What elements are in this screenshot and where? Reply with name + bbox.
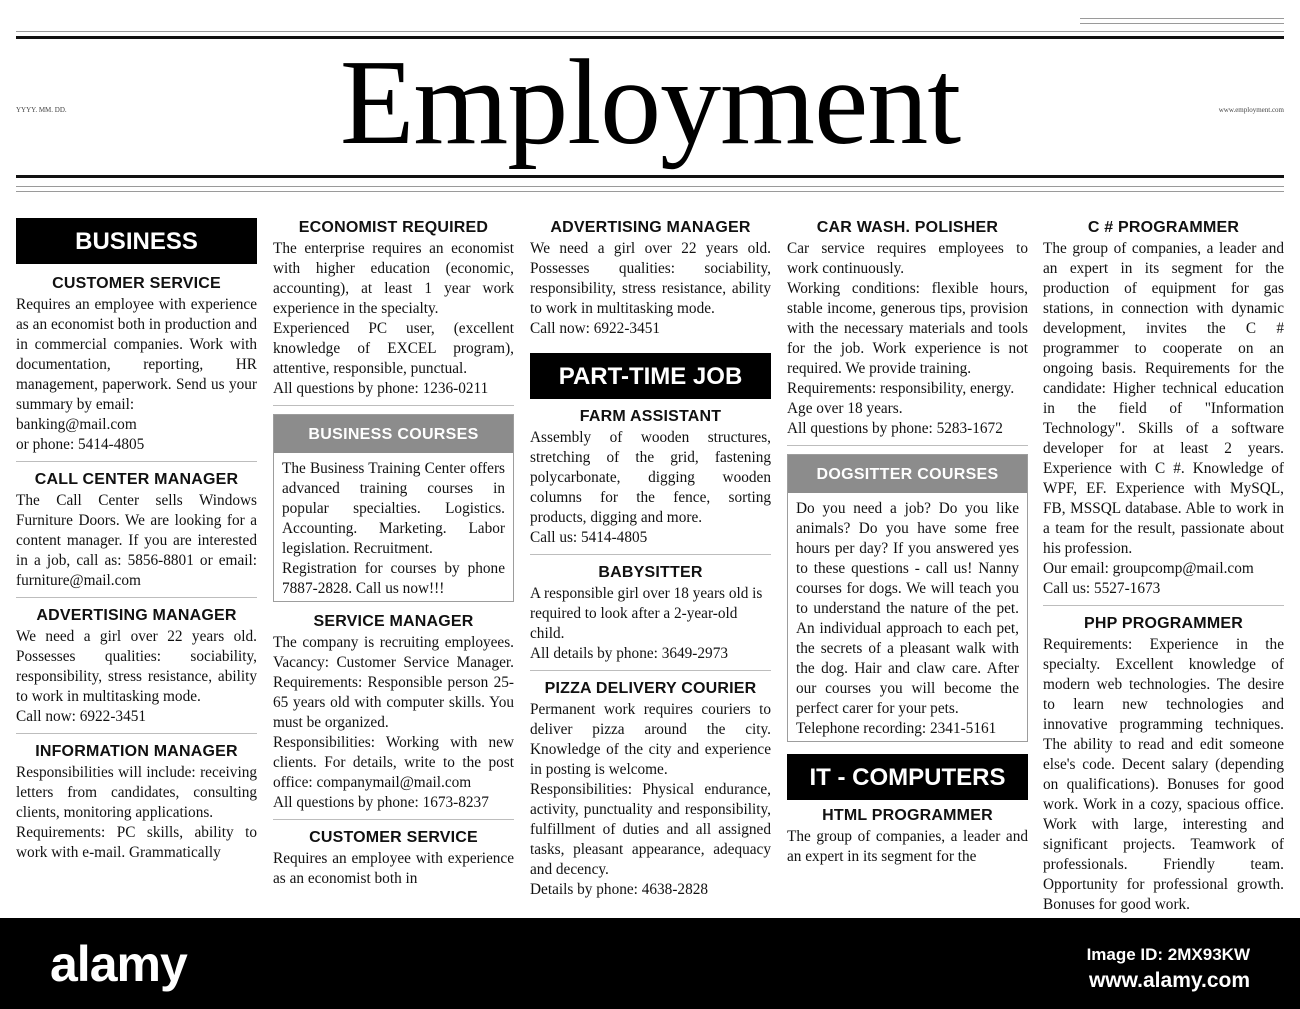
ad-title: PHP PROGRAMMER <box>1084 615 1243 632</box>
job-ad <box>530 407 771 555</box>
ad-text: We need a girl over 22 years old. Possesses qualities: sociability, responsibility, stress resistance, ability to work in multitasking mode. <box>530 240 771 317</box>
ad-title: CAR WASH. POLISHER <box>816 219 999 236</box>
site-url: www.alamy.com <box>1088 969 1250 992</box>
ad-text: Experienced PC user, (excellent knowledge of EXCEL program), attentive, responsible, punctual. <box>273 320 514 377</box>
column-2 <box>273 218 514 903</box>
page-title: Employment <box>339 35 961 170</box>
column-5 <box>1043 218 1284 929</box>
ad-text: Car service requires employees to work continuously. <box>787 240 1028 277</box>
ad-text: Responsibilities: Working with new clients. For details, write to the post office: companymail@mail.com <box>273 734 514 791</box>
ad-text: The Call Center sells Windows Furniture Doors. We are looking for a content manager. If you are interested in a job, call as: 5856-8801 or email: furniture@mail.com <box>16 492 257 589</box>
course-box <box>273 414 514 602</box>
ad-text: Responsibilities: Physical endurance, activity, punctuality and responsibility, fulfillment of duties and all assigned tasks, pleasant appearance, adequacy and decency. <box>530 781 771 878</box>
ad-text: The enterprise requires an economist with higher education (economic, accounting), at least 1 year work experience in the specialty. <box>273 240 514 317</box>
image-id: Image ID: 2MX93KW <box>1086 945 1250 964</box>
section-header-it-computers: IT - COMPUTERS <box>787 754 1028 800</box>
header-rule <box>1080 23 1284 24</box>
ad-title: CUSTOMER SERVICE <box>309 829 478 846</box>
header-rule <box>1080 18 1284 19</box>
header-rule <box>16 31 1284 32</box>
ad-phone: Call us: 5527-1673 <box>1043 580 1161 597</box>
ad-title: PIZZA DELIVERY COURIER <box>544 680 757 697</box>
ad-title: ADVERTISING MANAGER <box>550 219 751 236</box>
job-ad <box>16 742 257 869</box>
job-ad <box>16 606 257 734</box>
box-title: BUSINESS COURSES <box>274 415 513 453</box>
ad-title: CUSTOMER SERVICE <box>52 275 221 292</box>
ad-title: FARM ASSISTANT <box>579 408 722 425</box>
ad-text: Requires an employee with experience as an economist both in production and in commercial companies. Work with documentation, reporting, HR management, paperwork. Send us your summary by email: <box>16 296 257 413</box>
alamy-logo: alamy <box>50 936 187 992</box>
ad-title: CALL CENTER MANAGER <box>34 471 239 488</box>
ad-phone: All questions by phone: 1673-8237 <box>273 794 489 811</box>
ad-phone: Details by phone: 4638-2828 <box>530 881 709 898</box>
header-rule <box>16 175 1284 178</box>
box-text: Telephone recording: 2341-5161 <box>796 720 997 737</box>
ad-email: banking@mail.com <box>16 416 137 433</box>
website-label: www.employment.com <box>1218 106 1284 114</box>
ad-phone: All questions by phone: 5283-1672 <box>787 420 1003 437</box>
ad-text: Responsibilities will include: receiving letters from candidates, consulting clients, monitoring applications. <box>16 764 257 821</box>
ad-text: The company is recruiting employees. Vacancy: Customer Service Manager. Requirements: Responsible person 25-65 years old with computer skills. You must be organized. <box>273 634 514 731</box>
ad-phone: Call now: 6922-3451 <box>16 708 147 725</box>
job-ad <box>273 218 514 406</box>
ad-title: HTML PROGRAMMER <box>822 807 993 824</box>
section-header-business: BUSINESS <box>16 218 257 264</box>
stock-footer <box>0 918 1300 1009</box>
ad-text: Requirements: Experience in the specialty. Excellent knowledge of modern web technologies. The desire to learn new technologies and innovative programming techniques. The ability to read and edit someone else's code. Decent salary (depending on qualifications). Bonuses for good work. Work in a cozy, spacious office. Work with large, interesting and significant projects. Teamwork of professionals. Friendly team. Opportunity for professional growth. Bonuses for good work. <box>1043 636 1284 913</box>
job-ad <box>273 612 514 820</box>
job-ad <box>1043 218 1284 606</box>
job-ad <box>787 218 1028 446</box>
job-ad <box>530 563 771 671</box>
ad-title: ADVERTISING MANAGER <box>36 607 237 624</box>
job-ad <box>530 679 771 906</box>
ad-phone: Call now: 6922-3451 <box>530 320 661 337</box>
ad-text: Permanent work requires couriers to deliver pizza around the city. Knowledge of the city and experience in posting is welcome. <box>530 701 771 778</box>
ad-title: BABYSITTER <box>598 564 703 581</box>
box-text: Do you need a job? Do you like animals? Do you have some free hours per day? If you answered yes to these questions - call us! Nanny courses for dogs. We will teach you to understand the nature of the pet. An individual approach to each pet, the secrets of a pleasant walk with the dog. Hair and claw care. After our courses you will become the perfect carer for your pets. <box>796 500 1019 717</box>
ad-text: Requirements: PC skills, ability to work with e-mail. Grammatically <box>16 824 257 861</box>
ad-text: Requires an employee with experience as an economist both in <box>273 850 514 887</box>
ad-title: INFORMATION MANAGER <box>35 743 238 760</box>
image-id-block <box>1087 942 1250 994</box>
column-4 <box>787 218 1028 881</box>
header-rule <box>16 186 1284 187</box>
column-1 <box>16 218 257 877</box>
course-box <box>787 454 1028 742</box>
job-ad <box>530 218 771 345</box>
box-text: The Business Training Center offers advanced training courses in popular specialties. Logistics. Accounting. Marketing. Labor legislation. Recruitment. <box>282 460 505 557</box>
ad-phone: or phone: 5414-4805 <box>16 436 145 453</box>
date-label: YYYY. MM. DD. <box>16 106 67 114</box>
ad-title: ECONOMIST REQUIRED <box>298 219 489 236</box>
job-ad <box>1043 614 1284 921</box>
section-header-part-time: PART-TIME JOB <box>530 353 771 399</box>
ad-text: The group of companies, a leader and an expert in its segment for the <box>787 828 1028 865</box>
ad-phone: All questions by phone: 1236-0211 <box>273 380 489 397</box>
ad-phone: Call us: 5414-4805 <box>530 529 648 546</box>
ad-title: SERVICE MANAGER <box>313 613 474 630</box>
job-ad <box>787 806 1028 873</box>
column-3 <box>530 218 771 914</box>
ad-email: Our email: groupcomp@mail.com <box>1043 560 1254 577</box>
box-title: DOGSITTER COURSES <box>788 455 1027 493</box>
job-ad <box>16 274 257 462</box>
ad-title: C # PROGRAMMER <box>1087 219 1240 236</box>
ad-phone: All details by phone: 3649-2973 <box>530 645 728 662</box>
job-ad <box>273 828 514 895</box>
ad-text: A responsible girl over 18 years old is required to look after a 2-year-old child. <box>530 585 763 642</box>
ad-text: Working conditions: flexible hours, stable income, generous tips, provision with the necessary materials and tools for the job. Work experience is not required. We provide training. <box>787 280 1028 377</box>
header-rule <box>16 191 1284 192</box>
job-ad <box>16 470 257 598</box>
ad-text: We need a girl over 22 years old. Possesses qualities: sociability, responsibility, stress resistance, ability to work in multitasking mode. <box>16 628 257 705</box>
ad-text: Requirements: responsibility, energy. Age over 18 years. <box>787 380 1015 417</box>
ad-text: Assembly of wooden structures, stretching of the grid, fastening polycarbonate, digging wooden columns for the fence, sorting products, digging and more. <box>530 429 771 526</box>
ad-text: The group of companies, a leader and an expert in its segment for the production of equipment for gas stations, in connection with dynamic development, invites the C # programmer to cooperate on an ongoing basis. Requirements for the candidate: Higher technical education in the field of "Information Technology". Skills of a software developer for at least 2 years. Experience with C #. Knowledge of WPF, EF. Experience with MySQL, FB, MSSQL database. Able to work in a team for the result, passionate about his profession. <box>1043 240 1284 557</box>
box-text: Registration for courses by phone 7887-2828. Call us now!!! <box>282 560 505 597</box>
